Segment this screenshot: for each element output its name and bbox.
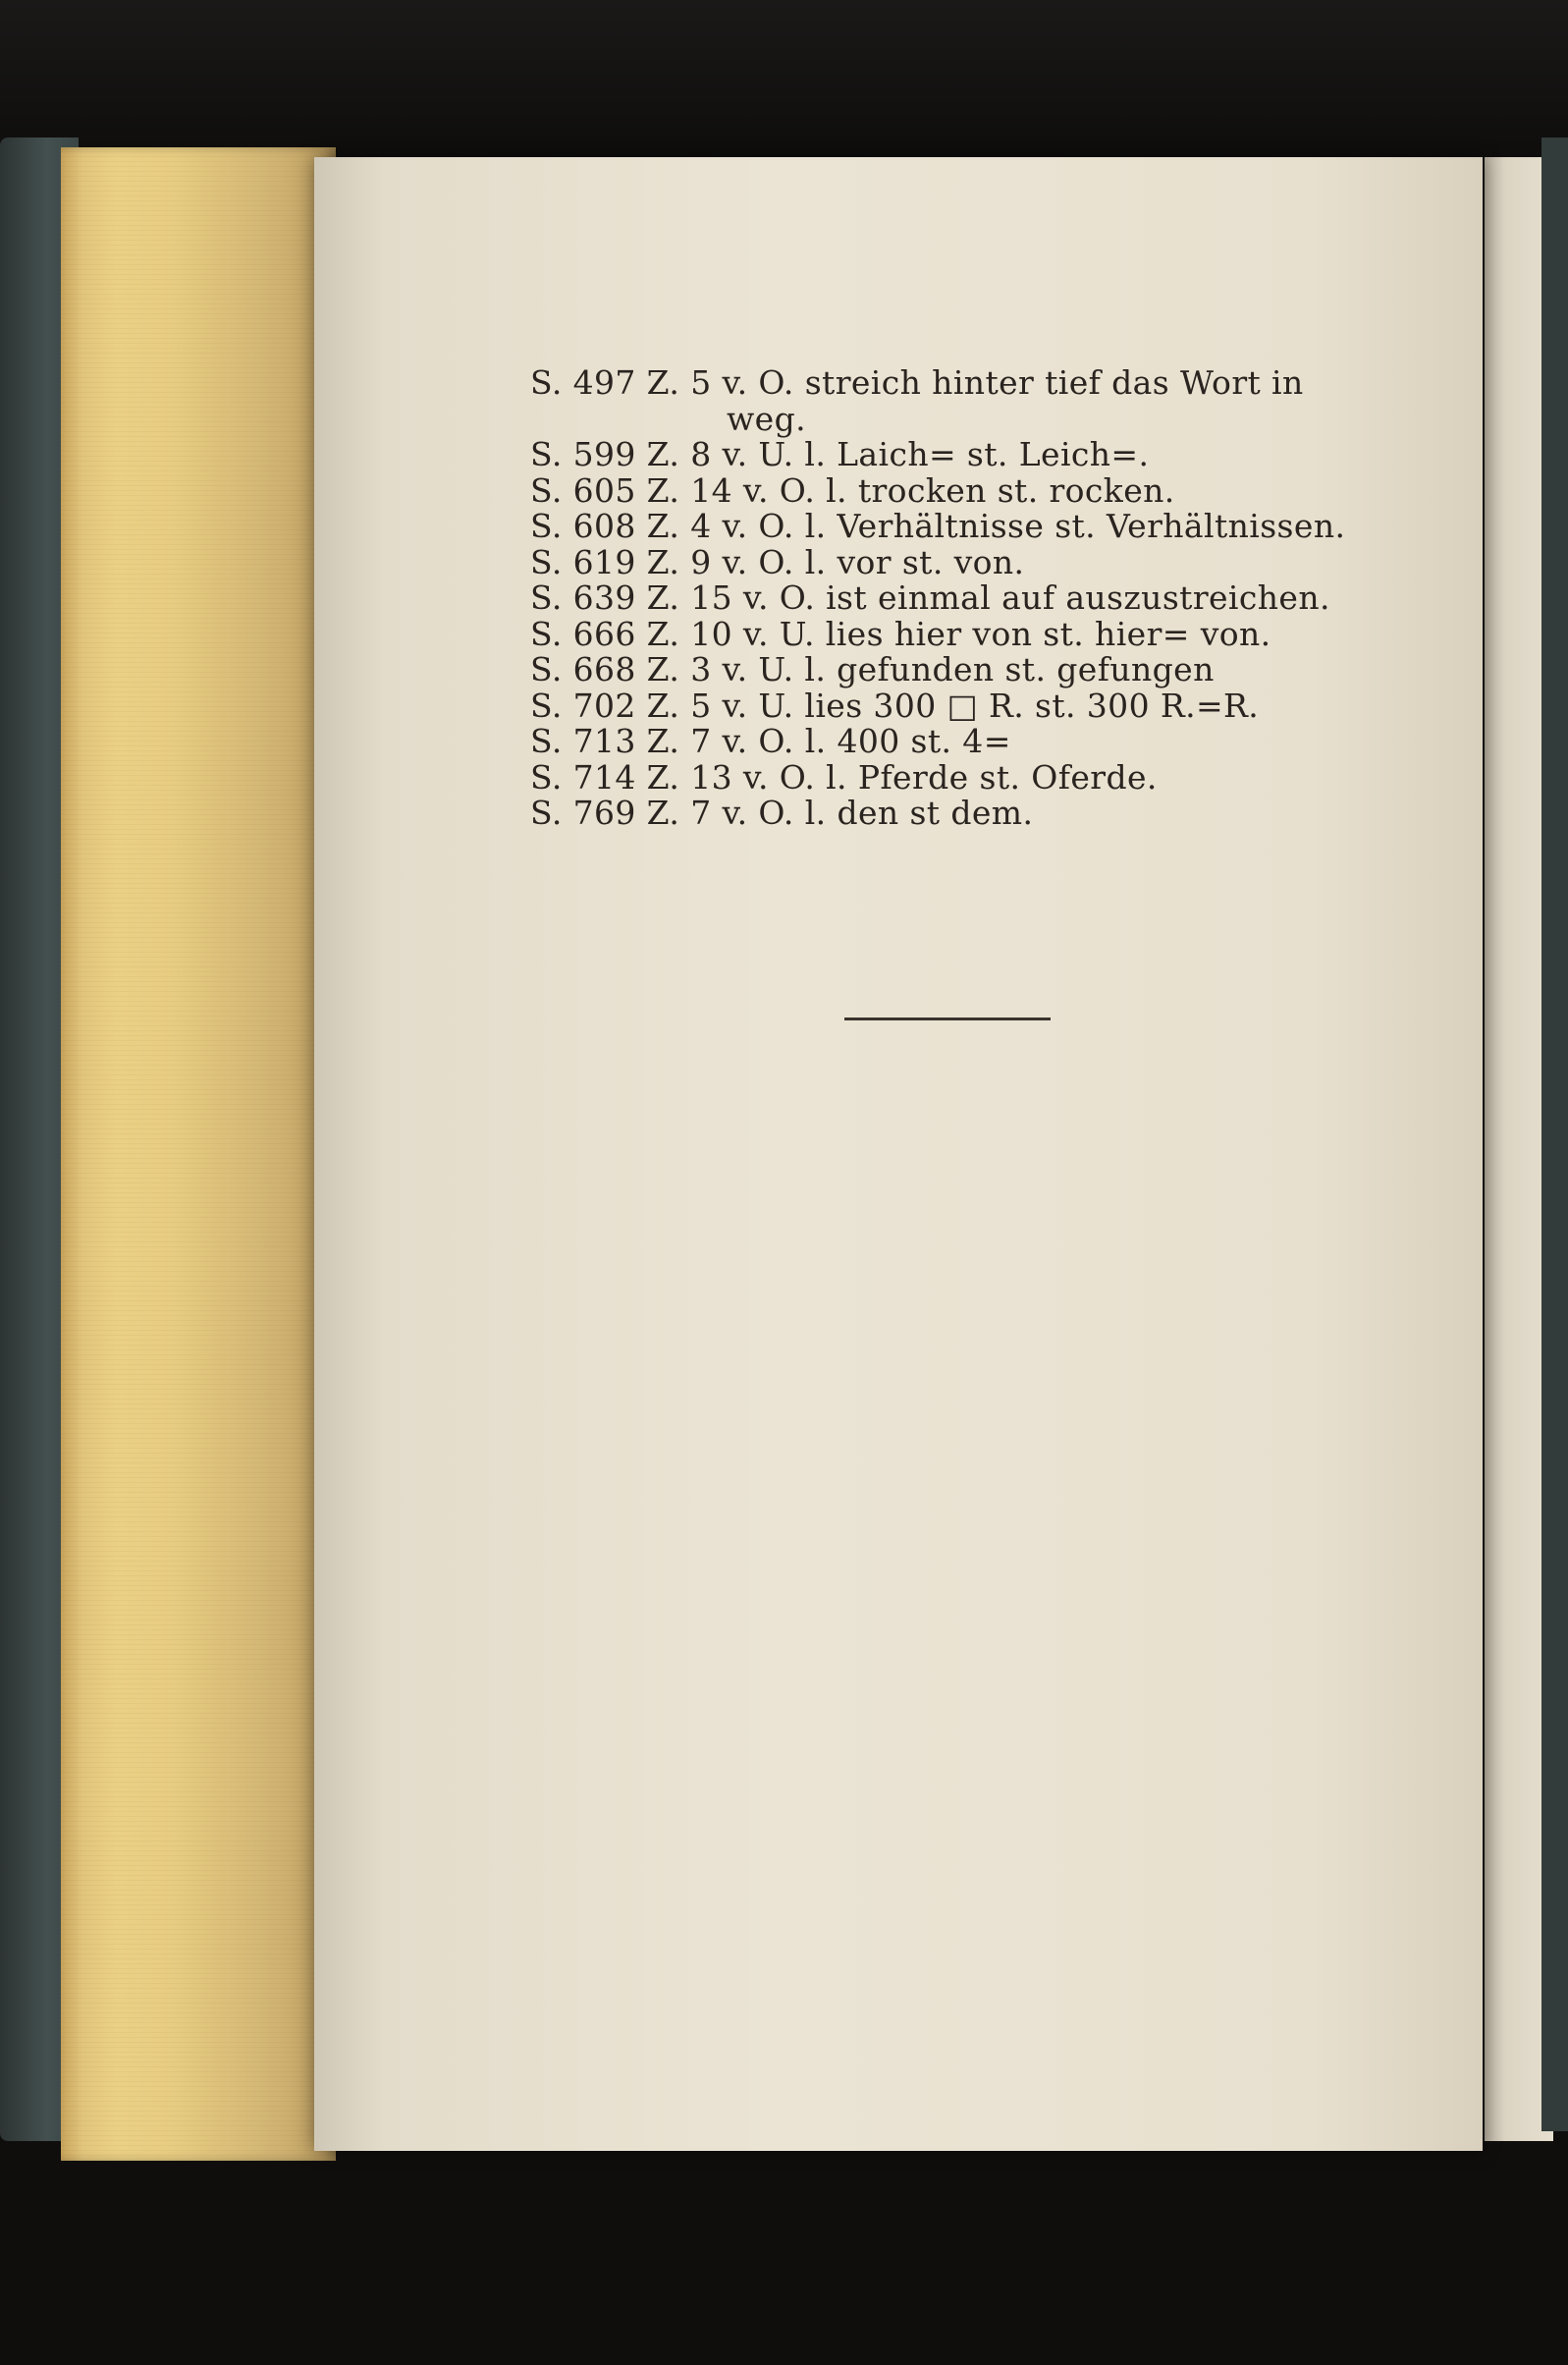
errata-entry: S. 713 Z. 7 v. O. l. 400 st. 4= — [530, 722, 1011, 760]
errata-entry: S. 639 Z. 15 v. O. ist einmal auf auszustreichen. — [530, 578, 1330, 617]
errata-entry: S. 666 Z. 10 v. U. lies hier von st. hier= von. — [530, 614, 1271, 653]
errata-list — [530, 365, 1375, 832]
errata-entry: S. 668 Z. 3 v. U. l. gefunden st. gefungen — [530, 650, 1215, 688]
section-divider — [844, 1018, 1051, 1020]
errata-entry-continuation: weg. — [727, 399, 806, 438]
errata-entry: S. 599 Z. 8 v. U. l. Laich= st. Leich=. — [530, 435, 1150, 473]
errata-entry: S. 608 Z. 4 v. O. l. Verhältnisse st. Verhältnissen. — [530, 507, 1346, 545]
errata-entry: S. 702 Z. 5 v. U. lies 300 □ R. st. 300 R.=R. — [530, 686, 1260, 725]
background-shadow — [0, 0, 1568, 147]
errata-entry: S. 714 Z. 13 v. O. l. Pferde st. Oferde. — [530, 757, 1158, 797]
errata-entry: S. 769 Z. 7 v. O. l. den st dem. — [530, 794, 1034, 832]
errata-entry: S. 497 Z. 5 v. O. streich hinter tief das Wort in — [530, 363, 1304, 402]
page-edges — [61, 147, 336, 2161]
book-cover-right — [1541, 138, 1568, 2131]
errata-entry: S. 619 Z. 9 v. O. l. vor st. von. — [530, 542, 1025, 581]
errata-entry: S. 605 Z. 14 v. O. l. trocken st. rocken. — [530, 470, 1175, 510]
